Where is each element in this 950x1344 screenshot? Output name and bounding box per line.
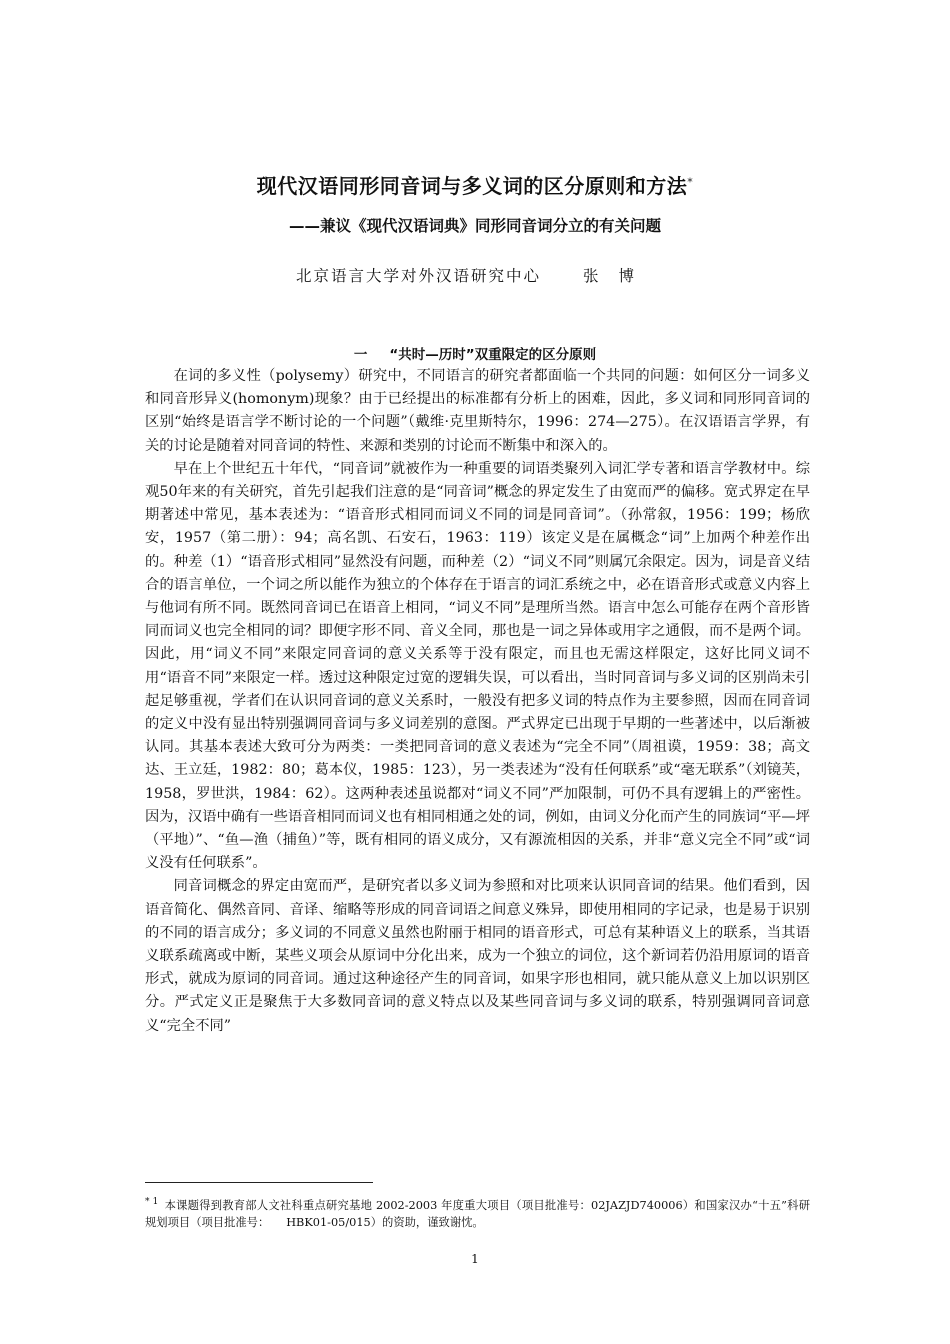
section-heading bbox=[0, 343, 950, 363]
title-footnote-mark: * bbox=[687, 175, 694, 189]
page-number: 1 bbox=[471, 1252, 479, 1266]
footnote-divider bbox=[145, 1182, 373, 1183]
body-text bbox=[145, 365, 810, 1038]
footnote-text: 本课题得到教育部人文社科重点研究基地 2002-2003 年度重大项目（项目批准号：02JAZJD740006）和国家汉办“十五”科研规划项目（项目批准号： HBK01-05/015）的资助，谨致谢忱。 bbox=[145, 1198, 810, 1229]
affiliation: 北京语言大学对外汉语研究中心 bbox=[295, 267, 541, 285]
title-text: 现代汉语同形同音词与多义词的区分原则和方法 bbox=[256, 174, 688, 198]
paragraph: 早在上个世纪五十年代，“同音词”就被作为一种重要的词语类聚列入词汇学专著和语言学教材中。综观50年来的有关研究，首先引起我们注意的是“同音词”概念的界定发生了由宽而严的偏移。宽式界定在早期著述中常见，基本表述为：“语音形式相同而词义不同的词是同音词”。（孙常叙，1956：199；杨欣安，1957（第二册）：94；高名凯、石安石，1963：119）该定义是在属概念“词”上加两个种差作出的。种差（1）“语音形式相同”显然没有问题，而种差（2）“词义不同”则属冗余限定。因为，词是音义结合的语言单位，一个词之所以能作为独立的个体存在于语言的词汇系统之中，必在语音形式或意义内容上与他词有所不同。既然同音词已在语音上相同，“词义不同”是理所当然。语言中怎么可能存在两个音形皆同而词义也完全相同的词？即便字形不同、音义全同，那也是一词之异体或用字之通假，而不是两个词。因此，用“词义不同”来限定同音词的意义关系等于没有限定，而且也无需这样限定，这好比同义词不用“语音不同”来限定一样。透过这种限定过宽的逻辑失误，可以看出，当时同音词与多义词的区别尚未引起足够重视，学者们在认识同音词的意义关系时，一般没有把多义词的特点作为主要参照，因而在同音词的定义中没有显出特别强调同音词与多义词差别的意图。严式界定已出现于早期的一些著述中，以后渐被认同。其基本表述大致可分为两类：一类把同音词的意义表述为“完全不同”（周祖谟，1959：38；高文达、王立廷，1982：80；葛本仪，1985：123），另一类表述为“没有任何联系”或“毫无联系”（刘镜芙，1958，罗世洪，1984：62）。这两种表述虽说都对“词义不同”严加限制，可仍不具有逻辑上的严密性。因为，汉语中确有一些语音相同而词义也有相同相通之处的词，例如，由词义分化而产生的同族词“平—坪（平地）”、“鱼—渔（捕鱼）”等，既有相同的语义成分，又有源流相因的关系，并非“意义完全不同”或“词义没有任何联系”。 bbox=[145, 460, 810, 872]
paper-title bbox=[0, 170, 950, 199]
paragraph: 在词的多义性（polysemy）研究中，不同语言的研究者都面临一个共同的问题：如何区分一词多义和同音形异义(homonym)现象？由于已经提出的标准都有分析上的困难，因此，多义词和同形同音词的区别“始终是语言学不断讨论的一个问题”（戴维·克里斯特尔，1996：274—275）。在汉语语言学界，有关的讨论是随着对同音词的特性、来源和类别的讨论而不断集中和深入的。 bbox=[145, 368, 810, 454]
section-title: “共时—历时”双重限定的区分原则 bbox=[389, 347, 597, 363]
section-number: 一 bbox=[353, 347, 368, 363]
footnote-mark: * 1 bbox=[145, 1197, 159, 1207]
author-line bbox=[0, 264, 950, 286]
paragraph: 同音词概念的界定由宽而严，是研究者以多义词为参照和对比项来认识同音词的结果。他们看到，因语音简化、偶然音同、音译、缩略等形成的同音词语之间意义殊异，即使用相同的字记录，也是易于识别的不同的语言成分；多义词的不同意义虽然也附丽于相同的语音形式，可总有某种语义上的联系，当其语义联系疏离或中断，某些义项会从原词中分化出来，成为一个独立的词位，这个新词若仍沿用原词的语音形式，就成为原词的同音词。通过这种途径产生的同音词，如果字形也相同，就只能从意义上加以识别区分。严式定义正是聚焦于大多数同音词的意义特点以及某些同音词与多义词的联系，特别强调同音词意义“完全不同” bbox=[145, 878, 810, 1034]
paper-subtitle: ——兼议《现代汉语词典》同形同音词分立的有关问题 bbox=[288, 217, 661, 235]
footnote bbox=[145, 1194, 810, 1231]
author-name: 张博 bbox=[583, 267, 655, 285]
